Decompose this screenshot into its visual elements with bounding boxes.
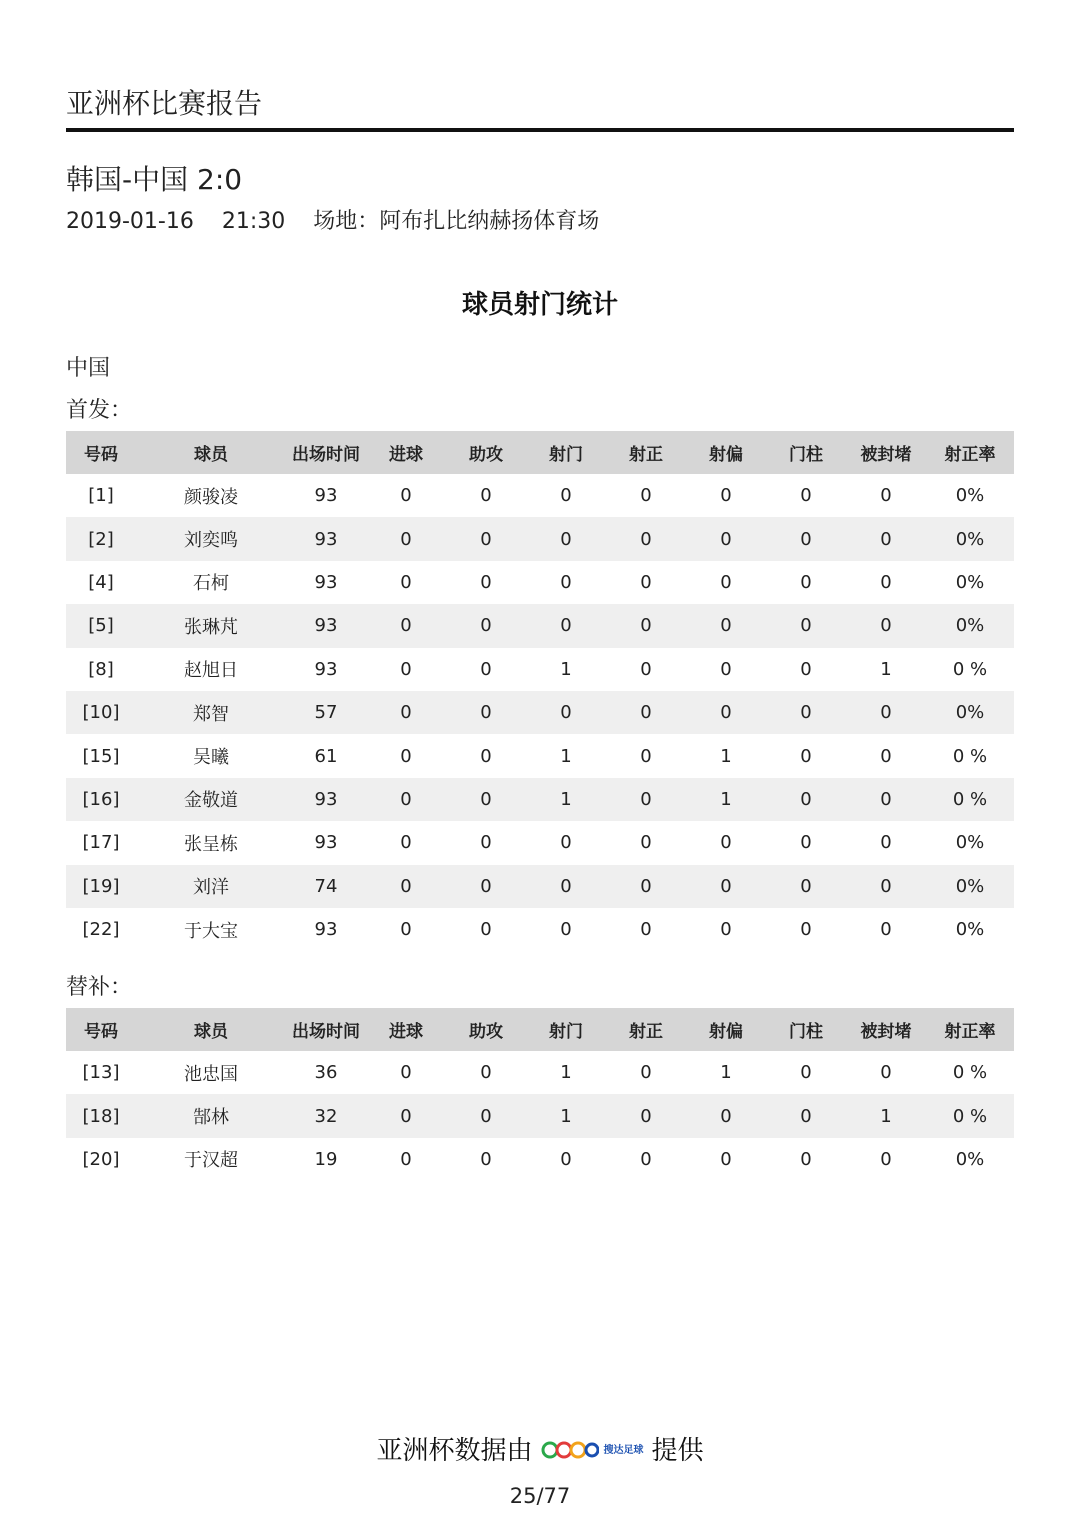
woodwork: 0 (800, 485, 812, 507)
shots-on-target: 0 (640, 571, 652, 593)
assists: 0 (446, 778, 526, 821)
minutes-played: 93 (314, 571, 338, 593)
minutes-played: 61 (314, 745, 338, 767)
table-row (66, 778, 1014, 821)
shots: 0 (526, 691, 606, 734)
match-time: 21:30 (221, 209, 286, 234)
goals: 0 (400, 658, 412, 680)
blocked-shots: 1 (880, 658, 892, 680)
venue-label: 场地： (313, 209, 380, 234)
shots-off-target: 0 (720, 485, 732, 507)
column-header-minutes-played: 出场时间 (286, 1008, 366, 1051)
minutes-played: 93 (286, 604, 366, 647)
goals: 0 (366, 691, 446, 734)
accuracy-rate: 0% (926, 517, 1014, 560)
shots-on-target: 0 (640, 919, 652, 941)
minutes-played: 19 (314, 1148, 338, 1170)
player-name: 石柯 (193, 573, 229, 595)
accuracy-rate: 0 % (952, 658, 988, 680)
blocked-shots: 0 (846, 778, 926, 821)
shots: 0 (560, 919, 572, 941)
woodwork: 0 (766, 778, 846, 821)
shots-off-target: 0 (720, 832, 732, 854)
column-header-woodwork: 门柱 (766, 431, 846, 474)
jersey-number: [22] (82, 919, 120, 941)
shots-off-target: 1 (720, 1062, 732, 1084)
column-header-player-name: 球员 (136, 431, 286, 474)
jersey-number: [2] (66, 517, 136, 560)
woodwork: 0 (800, 571, 812, 593)
table-row (66, 734, 1014, 777)
goals: 0 (400, 745, 412, 767)
blocked-shots: 0 (846, 865, 926, 908)
accuracy-rate: 0% (955, 919, 985, 941)
player-name: 张琳芃 (136, 604, 286, 647)
minutes-played: 93 (286, 778, 366, 821)
woodwork: 0 (800, 832, 812, 854)
player-name: 郑智 (136, 691, 286, 734)
column-header-woodwork: 门柱 (766, 1008, 846, 1051)
accuracy-rate: 0 % (926, 1094, 1014, 1137)
shots-on-target: 0 (640, 485, 652, 507)
column-header-shots-on-target: 射正 (606, 1008, 686, 1051)
shots: 0 (560, 485, 572, 507)
blocked-shots: 0 (846, 604, 926, 647)
shots: 0 (526, 604, 606, 647)
assists: 0 (480, 485, 492, 507)
column-header-minutes-played: 出场时间 (286, 431, 366, 474)
table-row (66, 604, 1014, 647)
goals: 0 (400, 1148, 412, 1170)
assists: 0 (446, 517, 526, 560)
shots-off-target: 1 (720, 745, 732, 767)
player-name: 颜骏凌 (184, 486, 238, 508)
minutes-played: 36 (314, 1062, 338, 1084)
accuracy-rate: 0 % (952, 1062, 988, 1084)
column-header-shots: 射门 (526, 431, 606, 474)
shots: 0 (526, 517, 606, 560)
player-name: 郜林 (136, 1094, 286, 1137)
match-meta (66, 204, 599, 235)
footer-prefix: 亚洲杯数据由 (376, 1436, 533, 1466)
shots: 1 (526, 1094, 606, 1137)
minutes-played: 32 (286, 1094, 366, 1137)
table-row (66, 561, 1014, 604)
goals: 0 (400, 919, 412, 941)
jersey-number: [18] (66, 1094, 136, 1137)
header-divider (66, 128, 1014, 132)
column-header-shots-off-target: 射偏 (686, 1008, 766, 1051)
assists: 0 (480, 832, 492, 854)
assists: 0 (446, 865, 526, 908)
jersey-number: [8] (88, 658, 114, 680)
player-name: 刘奕鸣 (136, 517, 286, 560)
shots: 0 (560, 571, 572, 593)
column-header-assists: 助攻 (446, 1008, 526, 1051)
column-header-jersey-number: 号码 (66, 431, 136, 474)
goals: 0 (366, 1094, 446, 1137)
goals: 0 (400, 485, 412, 507)
woodwork: 0 (800, 919, 812, 941)
shots: 1 (560, 1062, 572, 1084)
jersey-number: [5] (66, 604, 136, 647)
blocked-shots: 0 (880, 919, 892, 941)
team-name: 中国 (66, 356, 111, 381)
jersey-number: [20] (82, 1148, 120, 1170)
column-header-jersey-number: 号码 (66, 1008, 136, 1051)
blocked-shots: 0 (846, 691, 926, 734)
assists: 0 (480, 1062, 492, 1084)
logo-text: 搜达足球 (603, 1445, 644, 1456)
assists: 0 (480, 1148, 492, 1170)
woodwork: 0 (800, 658, 812, 680)
table-row (66, 1051, 1014, 1094)
blocked-shots: 1 (846, 1094, 926, 1137)
shots-off-target: 0 (720, 658, 732, 680)
minutes-played: 93 (314, 485, 338, 507)
column-header-goals: 进球 (366, 1008, 446, 1051)
goals: 0 (366, 517, 446, 560)
footer-credit (0, 1430, 1080, 1467)
assists: 0 (446, 604, 526, 647)
player-name: 于大宝 (184, 920, 238, 942)
woodwork: 0 (766, 865, 846, 908)
player-name: 吴曦 (193, 747, 229, 769)
goals: 0 (400, 1062, 412, 1084)
shots: 1 (526, 778, 606, 821)
table-row (66, 517, 1014, 560)
blocked-shots: 0 (846, 517, 926, 560)
shots: 0 (560, 832, 572, 854)
table-row (66, 1138, 1014, 1181)
player-name: 池忠国 (184, 1063, 238, 1085)
blocked-shots: 0 (880, 1148, 892, 1170)
woodwork: 0 (800, 1148, 812, 1170)
accuracy-rate: 0% (955, 485, 985, 507)
shots-on-target: 0 (640, 745, 652, 767)
table-row (66, 648, 1014, 691)
shots-on-target: 0 (640, 832, 652, 854)
column-header-accuracy-rate: 射正率 (926, 1008, 1014, 1051)
player-name: 张呈栋 (184, 833, 238, 855)
shots-off-target: 0 (686, 517, 766, 560)
shots: 0 (560, 1148, 572, 1170)
accuracy-rate: 0 % (952, 745, 988, 767)
page-number: 25/77 (509, 1484, 571, 1508)
jersey-number: [1] (88, 485, 114, 507)
minutes-played: 93 (314, 832, 338, 854)
accuracy-rate: 0 % (926, 778, 1014, 821)
woodwork: 0 (766, 1094, 846, 1137)
report-title: 亚洲杯比赛报告 (66, 87, 263, 120)
jersey-number: [16] (66, 778, 136, 821)
woodwork: 0 (766, 691, 846, 734)
player-name: 刘洋 (136, 865, 286, 908)
shots-off-target: 0 (686, 604, 766, 647)
minutes-played: 74 (286, 865, 366, 908)
jersey-number: [4] (88, 571, 114, 593)
shots-on-target: 0 (606, 778, 686, 821)
shots-on-target: 0 (606, 1094, 686, 1137)
jersey-number: [17] (82, 832, 120, 854)
assists: 0 (480, 658, 492, 680)
accuracy-rate: 0% (955, 832, 985, 854)
woodwork: 0 (800, 1062, 812, 1084)
goals: 0 (366, 604, 446, 647)
venue-name: 阿布扎比纳赫扬体育场 (379, 209, 600, 234)
blocked-shots: 0 (880, 485, 892, 507)
column-header-goals: 进球 (366, 431, 446, 474)
jersey-number: [19] (66, 865, 136, 908)
goals: 0 (366, 865, 446, 908)
column-header-shots-on-target: 射正 (606, 431, 686, 474)
column-header-player-name: 球员 (136, 1008, 286, 1051)
player-name: 金敬道 (136, 778, 286, 821)
shots-on-target: 0 (606, 517, 686, 560)
soda-logo-icon (541, 1435, 599, 1463)
jersey-number: [10] (66, 691, 136, 734)
shots-on-target: 0 (640, 658, 652, 680)
table-row (66, 908, 1014, 951)
shots-off-target: 0 (686, 865, 766, 908)
woodwork: 0 (766, 517, 846, 560)
jersey-number: [13] (82, 1062, 120, 1084)
accuracy-rate: 0% (926, 691, 1014, 734)
shots: 1 (560, 658, 572, 680)
shots-on-target: 0 (640, 1062, 652, 1084)
minutes-played: 93 (314, 658, 338, 680)
column-header-assists: 助攻 (446, 431, 526, 474)
goals: 0 (366, 778, 446, 821)
jersey-number: [15] (82, 745, 120, 767)
shots-off-target: 0 (720, 571, 732, 593)
table-row (66, 821, 1014, 864)
column-header-blocked-shots: 被封堵 (846, 431, 926, 474)
assists: 0 (446, 691, 526, 734)
minutes-played: 57 (286, 691, 366, 734)
shots-off-target: 1 (686, 778, 766, 821)
minutes-played: 93 (314, 919, 338, 941)
column-header-blocked-shots: 被封堵 (846, 1008, 926, 1051)
assists: 0 (446, 1094, 526, 1137)
blocked-shots: 0 (880, 832, 892, 854)
accuracy-rate: 0% (955, 1148, 985, 1170)
shots-on-target: 0 (606, 691, 686, 734)
table-row (66, 691, 1014, 734)
table-row (66, 1094, 1014, 1137)
player-name: 赵旭日 (184, 660, 238, 682)
goals: 0 (400, 832, 412, 854)
column-header-shots-off-target: 射偏 (686, 431, 766, 474)
table-row (66, 474, 1014, 517)
column-header-shots: 射门 (526, 1008, 606, 1051)
table-header-row (66, 1008, 1014, 1051)
shots-off-target: 0 (686, 1094, 766, 1137)
column-header-accuracy-rate: 射正率 (926, 431, 1014, 474)
accuracy-rate: 0% (926, 604, 1014, 647)
subs-table (66, 1008, 1014, 1181)
sodasport-logo (541, 1435, 644, 1463)
shots: 0 (526, 865, 606, 908)
starters-label: 首发： (66, 398, 133, 423)
match-date: 2019-01-16 (66, 209, 194, 234)
woodwork: 0 (766, 604, 846, 647)
blocked-shots: 0 (880, 571, 892, 593)
table-header-row (66, 431, 1014, 474)
goals: 0 (400, 571, 412, 593)
player-name: 于汉超 (184, 1150, 238, 1172)
shots-off-target: 0 (720, 1148, 732, 1170)
accuracy-rate: 0% (955, 571, 985, 593)
assists: 0 (480, 571, 492, 593)
shots-on-target: 0 (606, 604, 686, 647)
shots-off-target: 0 (720, 919, 732, 941)
footer-suffix: 提供 (651, 1436, 704, 1466)
subs-label: 替补： (66, 975, 133, 1000)
blocked-shots: 0 (880, 1062, 892, 1084)
minutes-played: 93 (286, 517, 366, 560)
section-title: 球员射门统计 (461, 290, 618, 320)
shots-on-target: 0 (606, 865, 686, 908)
table-row (66, 865, 1014, 908)
assists: 0 (480, 919, 492, 941)
blocked-shots: 0 (880, 745, 892, 767)
assists: 0 (480, 745, 492, 767)
woodwork: 0 (800, 745, 812, 767)
starters-table (66, 431, 1014, 951)
match-title: 韩国-中国 2:0 (66, 163, 243, 196)
accuracy-rate: 0% (926, 865, 1014, 908)
shots-on-target: 0 (640, 1148, 652, 1170)
shots-off-target: 0 (686, 691, 766, 734)
shots: 1 (560, 745, 572, 767)
